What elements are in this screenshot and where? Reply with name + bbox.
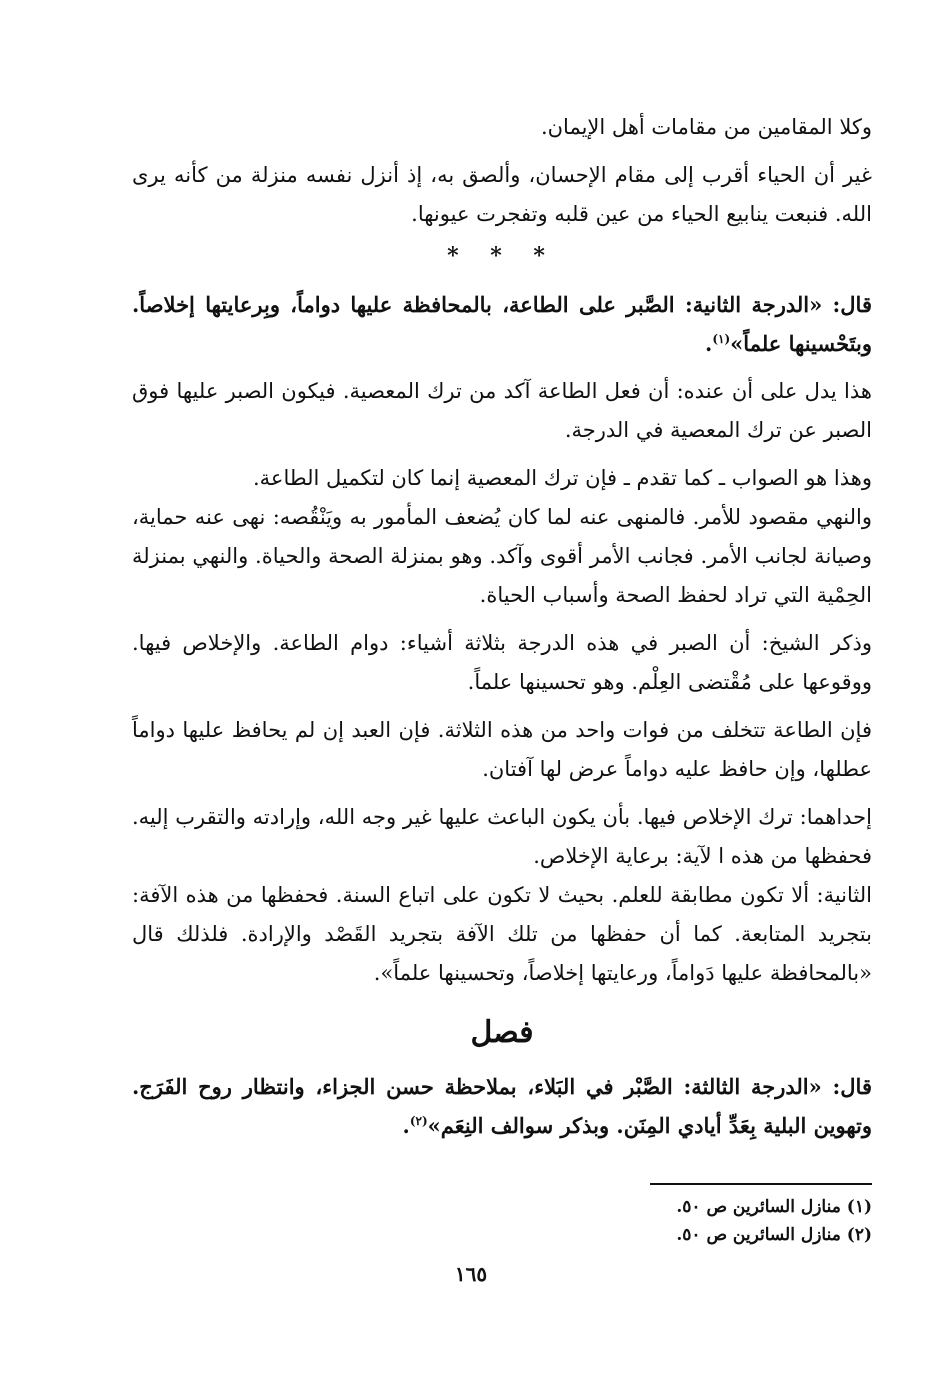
section-heading: فصل [470, 1015, 534, 1050]
paragraph: وكلا المقامين من مقامات أهل الإيمان. [540, 115, 872, 139]
paragraph: غير أن الحياء أقرب إلى مقام الإحسان، وألصق به، إذ أنزل نفسه منزلة من كأنه يرى الله. فنبعت ينابيع الحياء من عين قلبه وتفجرت عيونها. [132, 163, 872, 226]
footnotes [132, 1193, 872, 1249]
paragraph: وذكر الشيخ: أن الصبر في هذه الدرجة بثلاثة أشياء: دوام الطاعة. والإخلاص فيها. ووقوعها على مُقْتضى العِلْم. وهو تحسينها علماً. [132, 631, 872, 694]
paragraph: الثانية: ألا تكون مطابقة للعلم. بحيث لا تكون على اتباع السنة. فحفظها من هذه الآفة: بتجريد المتابعة. كما أن حفظها من تلك الآفة بتجريد القَصْد والإرادة. فلذلك قال «بالمحافظة عليها دَواماً، ورعايتها إخلاصاً، وتحسينها علماً». [132, 883, 872, 985]
footnote: (١) منازل السائرين ص ٥٠. [676, 1197, 872, 1217]
page-number: ١٦٥ [454, 1262, 488, 1286]
section-separator: * * * [447, 243, 557, 269]
quote-paragraph [132, 285, 872, 363]
quote-text: قال: «الدرجة الثانية: الصَّبر على الطاعة، بالمحافظة عليها دواماً، وبِرعايتها إخلاصاً. وبتَحْسينها علماً» [132, 292, 872, 356]
footnote: (٢) منازل السائرين ص ٥٠. [676, 1225, 872, 1245]
footnote-ref: (١) [712, 332, 731, 346]
quote-paragraph [132, 1067, 872, 1145]
paragraph: إحداهما: ترك الإخلاص فيها. بأن يكون الباعث عليها غير وجه الله، وإرادته والتقرب إليه. فحفظها من هذه ا لآية: برعاية الإخلاص. [132, 805, 872, 868]
quote-end: . [705, 331, 713, 356]
footnote-ref: (٢) [409, 1114, 428, 1128]
paragraph: وهذا هو الصواب ـ كما تقدم ـ فإن ترك المعصية إنما كان لتكميل الطاعة. [253, 466, 872, 490]
quote-end: . [402, 1113, 410, 1138]
footnote-divider [650, 1183, 872, 1185]
paragraph: هذا يدل على أن عنده: أن فعل الطاعة آكد من ترك المعصية. فيكون الصبر عليها فوق الصبر عن ترك المعصية في الدرجة. [132, 379, 872, 442]
paragraph: والنهي مقصود للأمر. فالمنهى عنه لما كان يُضعف المأمور به ويَنْقُصه: نهى عنه حماية، وصيانة لجانب الأمر. فجانب الأمر أقوى وآكد. وهو بمنزلة الصحة والحياة. والنهي بمنزلة الحِمْية التي تراد لحفظ الصحة وأسباب الحياة. [132, 505, 872, 607]
quote-text: قال: «الدرجة الثالثة: الصَّبْر في البَلاء، بملاحظة حسن الجزاء، وانتظار روح الفَرَج. وتهوين البلية بِعَدِّ أيادي المِنَن. وبذكر سوالف النِعَم» [132, 1074, 872, 1138]
paragraph: فإن الطاعة تتخلف من فوات واحد من هذه الثلاثة. فإن العبد إن لم يحافظ عليها دواماً عطلها، وإن حافظ عليه دواماً عرض لها آفتان. [132, 718, 872, 781]
